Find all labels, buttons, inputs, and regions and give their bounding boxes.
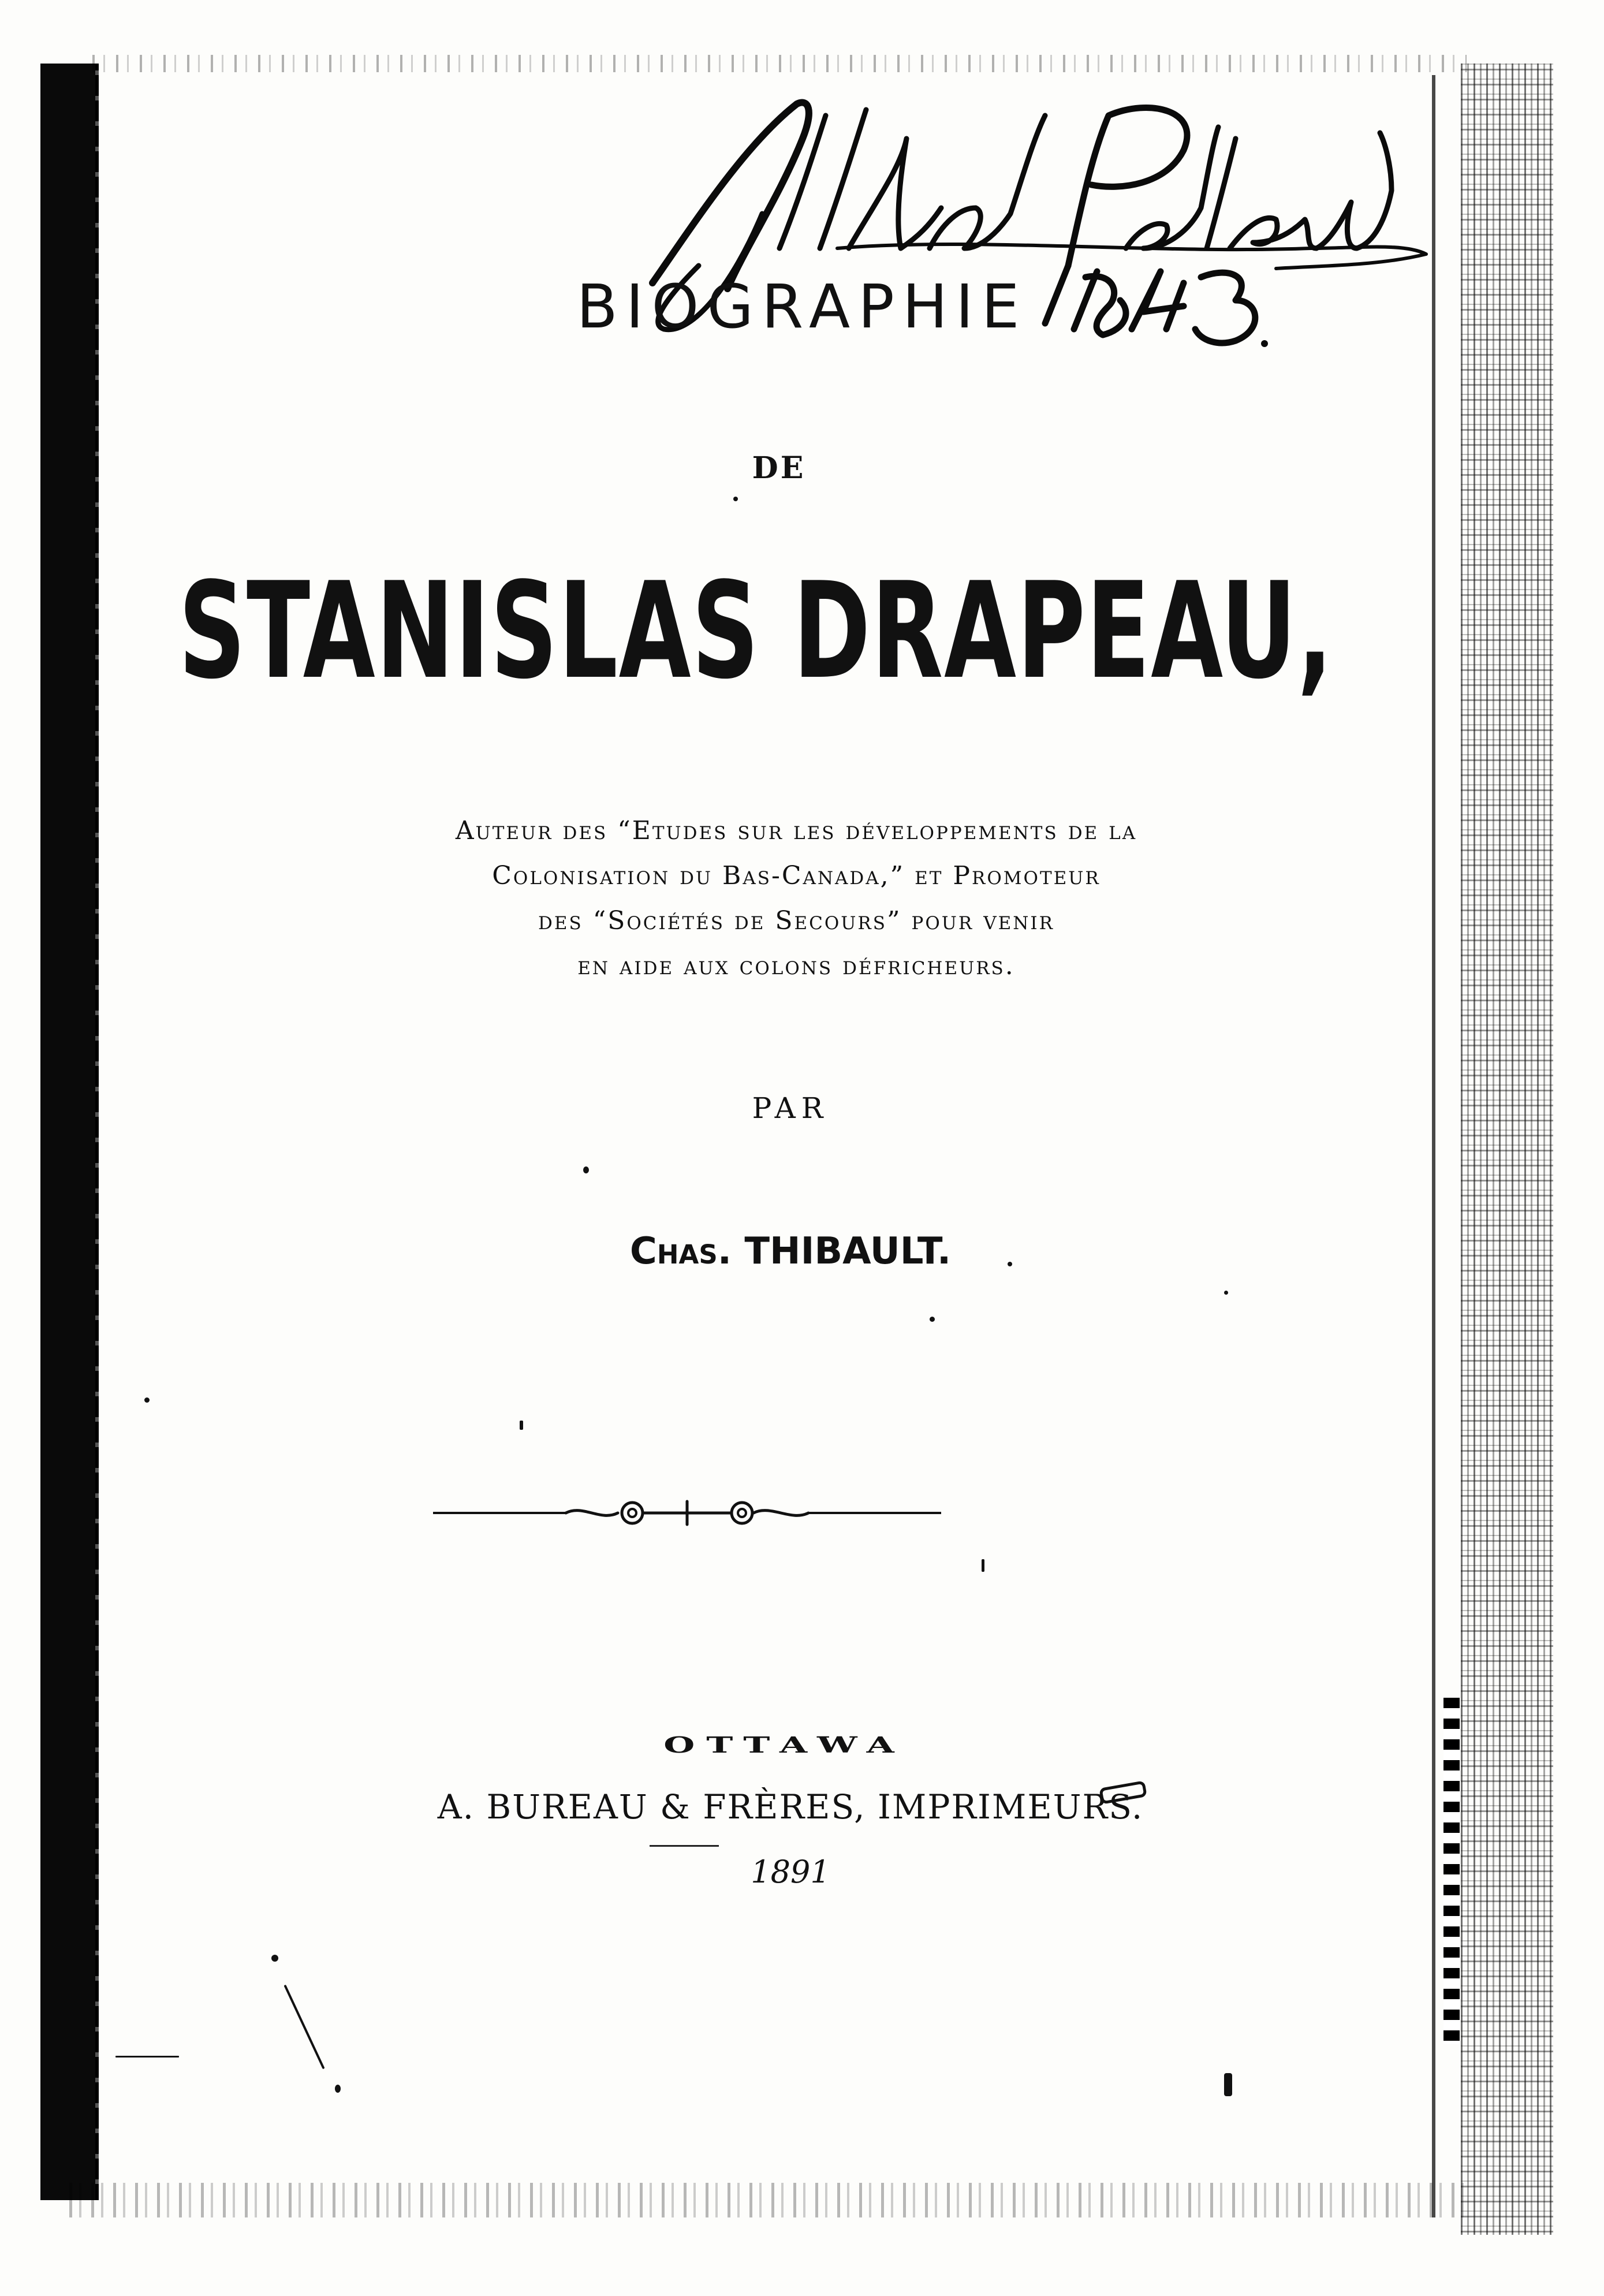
scan-speck bbox=[144, 1397, 150, 1403]
scan-speck bbox=[271, 1955, 278, 1962]
author-name bbox=[0, 1230, 1592, 1273]
subtitle-block bbox=[0, 808, 1598, 989]
subtitle-line: Auteur des “Etudes sur les développements de la bbox=[455, 816, 1137, 845]
scan-bottom-edge bbox=[69, 2183, 1467, 2217]
scan-speck bbox=[1224, 2073, 1232, 2096]
subtitle-line: Colonisation du Bas-Canada,” et Promoteur bbox=[492, 861, 1101, 890]
scan-speck bbox=[930, 1317, 935, 1322]
subject-name: STANISLAS DRAPEAU, bbox=[178, 554, 1334, 709]
scan-right-edge bbox=[1461, 64, 1553, 2235]
scan-speck bbox=[115, 2056, 179, 2058]
scan-speck bbox=[583, 1166, 589, 1173]
subtitle-line: des “Sociétés de Secours” pour venir bbox=[538, 906, 1054, 935]
imprint-city bbox=[0, 1724, 1587, 1766]
imprint-printer: A. BUREAU & FRÈRES, IMPRIMEURS. bbox=[437, 1787, 1144, 1827]
par-label: PAR bbox=[752, 1091, 829, 1125]
scan-speck bbox=[335, 2085, 341, 2093]
scan-speck bbox=[982, 1559, 984, 1572]
title-biographie: BIOGRAPHIE bbox=[576, 271, 1028, 342]
scan-top-edge bbox=[92, 55, 1467, 72]
ornament-divider bbox=[433, 1493, 941, 1533]
scan-speck bbox=[1008, 1262, 1012, 1266]
author-surname: THIBAULT. bbox=[744, 1230, 952, 1273]
title-de: DE bbox=[752, 450, 806, 486]
imprint-year: 1891 bbox=[751, 1854, 830, 1890]
scan-speck bbox=[284, 1985, 324, 2070]
imprint-city-text: OTTAWA bbox=[663, 1731, 906, 1758]
year-rule bbox=[650, 1845, 719, 1847]
author-prefix: Chas. bbox=[629, 1230, 732, 1273]
scan-speck bbox=[733, 497, 738, 501]
handwritten-signature bbox=[629, 75, 1438, 398]
scan-speck bbox=[520, 1421, 523, 1430]
scan-speck bbox=[1224, 1291, 1228, 1295]
subtitle-line: en aide aux colons défricheurs. bbox=[577, 951, 1015, 981]
